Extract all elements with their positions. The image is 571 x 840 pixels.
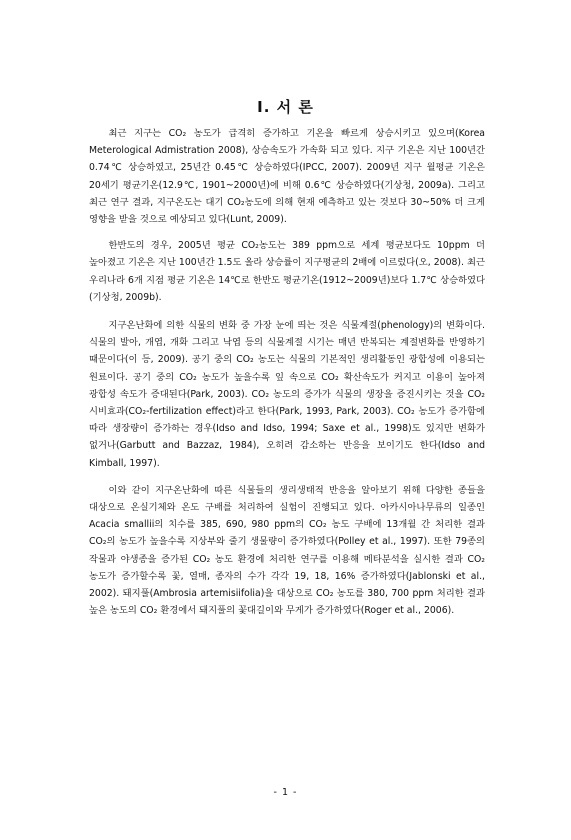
paragraph: 최근 지구는 CO₂ 농도가 급격히 증가하고 기온을 빠르게 상승시키고 있으며(Korea Meterological Admistration 2008), 상승속도가 가속화 되고 있다. 지구 기온은 지난 100년간 0.74℃ 상승하였고, 25년간 0.45℃ 상승하였다(IPCC, 2007). 2009년 지구 월평균 기온은 20세기 평균기온(12.9℃, 1901~2000년)에 비해 0.6℃ 상승하였다(기상청, 2009a). 그리고 최근 연구 결과, 지구온도는 대기 CO₂농도에 의해 현재 예측하고 있는 것보다 30~50% 더 크게 영향을 받을 것으로 예상되고 있다(Lunt, 2009).	[89, 128, 485, 226]
document-body	[89, 125, 485, 629]
paragraph: 지구온난화에 의한 식물의 변화 중 가장 눈에 띄는 것은 식물계절(phenology)의 변화이다. 식물의 발아, 개엽, 개화 그리고 낙엽 등의 식물계절 시기는 매년 반복되는 계절변화를 반영하기 때문이다(이 등, 2009). 공기 중의 CO₂ 농도는 식물의 기본적인 생리활동인 광합성에 이용되는 원료이다. 공기 중의 CO₂ 농도가 높을수록 잎 속으로 CO₂ 확산속도가 커지고 이용이 높아져 광합성 속도가 증대된다(Park, 2003). CO₂ 농도의 증가가 식물의 생장을 증진시키는 것을 CO₂ 시비효과(CO₂-fertilization effect)라고 한다(Park, 1993, Park, 2003). CO₂ 농도가 증가함에 따라 생장량이 증가하는 경우(Idso and Idso, 1994; Saxe et al., 1998)도 있지만 변화가 없거나(Garbutt and Bazzaz, 1984), 오히려 감소하는 반응을 보이기도 한다(Idso and Kimball, 1997).	[89, 320, 485, 469]
paragraph: 한반도의 경우, 2005년 평균 CO₂농도는 389 ppm으로 세계 평균보다도 10ppm 더 높아졌고 기온은 지난 100년간 1.5도 올라 상승률이 지구평균의 2배에 이르렀다(오, 2008). 최근 우리나라 6개 지점 평균 기온은 14℃로 한반도 평균기온(1912~2009년)보다 1.7℃ 상승하였다(기상청, 2009b).	[89, 240, 485, 303]
page-number: - 1 -	[273, 787, 298, 798]
paragraph: 이와 같이 지구온난화에 따른 식물들의 생리생태적 반응을 알아보기 위해 다양한 종들을 대상으로 온실기체와 온도 구배를 처리하여 실험이 진행되고 있다. 아카시아나무류의 일종인 Acacia smallii의 치수를 385, 690, 980 ppm의 CO₂ 농도 구배에 13개월 간 처리한 결과 CO₂의 농도가 높을수록 지상부와 줄기 생물량이 증가하였다(Polley et al., 1997). 또한 79종의 작물과 야생종을 증가된 CO₂ 농도 환경에 처리한 연구를 이용해 메타분석을 실시한 결과 CO₂ 농도가 증가할수록 꽃, 열매, 종자의 수가 각각 19, 18, 16% 증가하였다(Jablonski et al., 2002). 돼지풀(Ambrosia artemisiifolia)을 대상으로 CO₂ 농도를 380, 700 ppm 처리한 결과 높은 농도의 CO₂ 환경에서 돼지풀의 꽃대길이와 무게가 증가하였다(Roger et al., 2006).	[89, 484, 485, 617]
section-title: Ⅰ. 서 론	[257, 98, 314, 116]
